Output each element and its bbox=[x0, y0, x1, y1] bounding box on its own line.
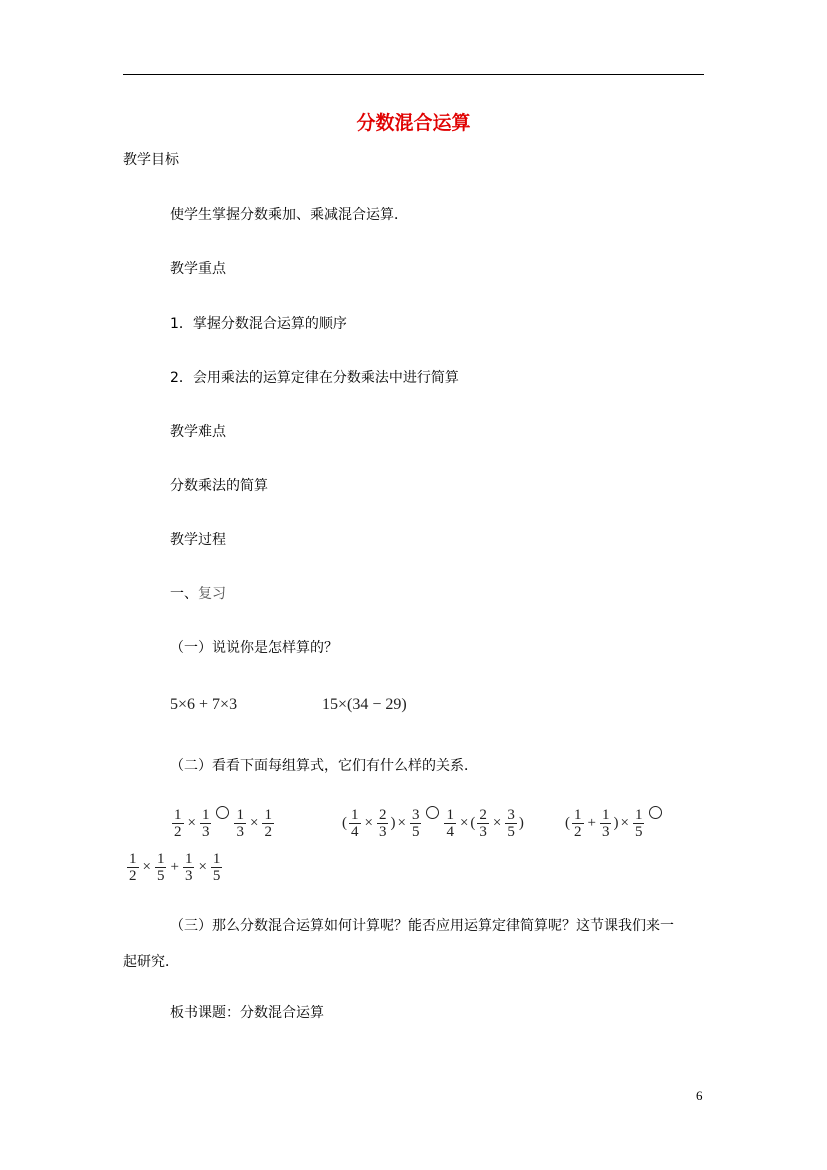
fraction: $\frac{1}{5}$ bbox=[634, 806, 643, 840]
fraction: $\frac{1}{3}$ bbox=[201, 806, 210, 840]
fraction: $\frac{1}{4}$ bbox=[351, 806, 359, 840]
goal-heading: 教学目标 bbox=[123, 152, 179, 168]
key-heading: 教学重点 bbox=[170, 261, 226, 277]
difficulty-heading: 教学难点 bbox=[170, 424, 226, 440]
expression-2: 15×(34 − 29) bbox=[322, 696, 407, 713]
question-3-line-2: 起研究． bbox=[123, 954, 179, 970]
fraction-group-3-continued: $\frac{1}{2}$ × $\frac{1}{5}$ + $\frac{1}{3}$ × $\frac{1}{5}$ bbox=[129, 850, 221, 884]
header-rule bbox=[123, 74, 704, 75]
comparison-circle-icon bbox=[649, 806, 662, 819]
page-title: 分数混合运算 bbox=[356, 112, 471, 134]
fraction: $\frac{1}{3}$ bbox=[236, 806, 244, 840]
expression-1: 5×6 + 7×3 bbox=[170, 696, 238, 713]
fraction: $\frac{1}{3}$ bbox=[184, 850, 193, 884]
fraction: $\frac{2}{3}$ bbox=[479, 806, 487, 840]
fraction: $\frac{1}{5}$ bbox=[156, 850, 165, 884]
fraction: $\frac{1}{2}$ bbox=[574, 806, 582, 840]
fraction: $\frac{1}{4}$ bbox=[446, 806, 454, 840]
question-1: （一）说说你是怎样算的？ bbox=[170, 640, 338, 656]
key-point-2: 2．会用乘法的运算定律在分数乘法中进行简算 bbox=[170, 370, 459, 386]
process-heading: 教学过程 bbox=[170, 532, 226, 548]
board-title: 板书课题：分数混合运算 bbox=[170, 1005, 324, 1021]
question-3-line-1: （三）那么分数混合运算如何计算呢？能否应用运算定律简算呢？这节课我们来一 bbox=[170, 918, 674, 934]
question-2: （二）看看下面每组算式，它们有什么样的关系． bbox=[170, 758, 478, 774]
page-number: 6 bbox=[696, 1088, 703, 1103]
fraction-group-2: ( $\frac{1}{4}$ × $\frac{2}{3}$ ) × $\frac{3}{5}$ $\frac{1}{4}$ × ( $\frac{2}{3}$ × $\frac{3}{5}$ ) bbox=[342, 806, 524, 840]
fraction: $\frac{3}{5}$ bbox=[507, 806, 515, 840]
fraction-group-3: ( $\frac{1}{2}$ + $\frac{1}{3}$ ) × $\frac{1}{5}$ bbox=[565, 801, 665, 845]
review-label: 复习 bbox=[198, 586, 226, 602]
fraction: $\frac{1}{2}$ bbox=[264, 806, 272, 840]
fraction-group-1: $\frac{1}{2}$ × $\frac{1}{3}$ $\frac{1}{3}$ × $\frac{1}{2}$ bbox=[174, 806, 272, 840]
fraction: $\frac{1}{3}$ bbox=[601, 806, 610, 840]
fraction: $\frac{1}{2}$ bbox=[174, 806, 182, 840]
difficulty-text: 分数乘法的简算 bbox=[170, 478, 268, 494]
fraction: $\frac{1}{5}$ bbox=[212, 850, 221, 884]
fraction: $\frac{3}{5}$ bbox=[411, 806, 420, 840]
comparison-circle-icon bbox=[216, 806, 229, 819]
comparison-circle-icon bbox=[426, 806, 439, 819]
goal-text: 使学生掌握分数乘加、乘减混合运算． bbox=[170, 207, 408, 223]
review-heading bbox=[170, 585, 226, 603]
fraction: $\frac{2}{3}$ bbox=[378, 806, 387, 840]
fraction: $\frac{1}{2}$ bbox=[129, 850, 137, 884]
key-point-1: 1．掌握分数混合运算的顺序 bbox=[170, 316, 347, 332]
review-prefix: 一、 bbox=[170, 586, 198, 602]
